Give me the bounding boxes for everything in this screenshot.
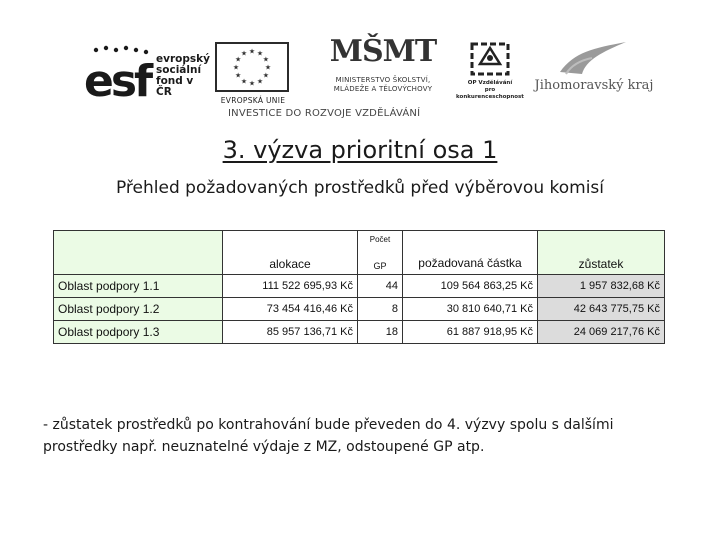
cell-remainder: 1 957 832,68 Kč xyxy=(538,275,665,298)
eu-star-icon: ★ xyxy=(232,63,240,72)
allocation-table xyxy=(53,230,665,344)
op-label xyxy=(450,80,530,101)
cell-area: Oblast podpory 1.3 xyxy=(54,321,223,344)
remainder-note xyxy=(43,414,683,458)
eu-star-icon: ★ xyxy=(248,79,256,88)
eu-star-icon: ★ xyxy=(240,49,248,58)
msmt-logo xyxy=(323,36,443,114)
eu-label: EVROPSKÁ UNIE xyxy=(220,96,286,105)
esf-logo xyxy=(82,42,210,102)
cell-allocation: 73 454 416,46 Kč xyxy=(223,298,358,321)
header-area xyxy=(54,231,223,275)
eu-star-icon: ★ xyxy=(248,47,256,56)
eu-star-icon: ★ xyxy=(262,71,270,80)
msmt-label xyxy=(323,76,443,94)
cell-allocation: 85 957 136,71 Kč xyxy=(223,321,358,344)
logo-banner xyxy=(78,34,654,128)
cell-allocation: 111 522 695,93 Kč xyxy=(223,275,358,298)
msmt-label-line: MLÁDEŽE A TĚLOVÝCHOVY xyxy=(333,85,433,93)
eu-star-icon: ★ xyxy=(262,55,270,64)
page-title: 3. výzva prioritní osa 1 xyxy=(222,136,498,164)
eu-star-icon: ★ xyxy=(264,63,272,72)
eu-star-icon: ★ xyxy=(240,77,248,86)
page-subtitle: Přehled požadovaných prostředků před výběrovou komisí xyxy=(115,178,605,198)
cell-requested: 61 887 918,95 Kč xyxy=(403,321,538,344)
esf-mark-icon xyxy=(82,42,154,102)
jmk-logo xyxy=(534,38,654,108)
cell-requested: 30 810 640,71 Kč xyxy=(403,298,538,321)
eu-flag-icon xyxy=(215,42,289,92)
op-education-icon xyxy=(468,40,512,78)
header-requested: požadovaná částka xyxy=(403,231,538,275)
cell-requested: 109 564 863,25 Kč xyxy=(403,275,538,298)
investment-slogan: INVESTICE DO ROZVOJE VZDĚLÁVÁNÍ xyxy=(228,108,421,119)
jmk-label: Jihomoravský kraj xyxy=(534,78,654,93)
table-row xyxy=(54,298,665,321)
cell-area: Oblast podpory 1.1 xyxy=(54,275,223,298)
eu-logo xyxy=(215,42,291,114)
cell-area: Oblast podpory 1.2 xyxy=(54,298,223,321)
cell-count: 8 xyxy=(358,298,403,321)
esf-text-line: sociální xyxy=(156,64,202,76)
eu-star-icon: ★ xyxy=(256,77,264,86)
op-logo xyxy=(450,36,530,112)
table-header-row xyxy=(54,231,665,275)
esf-text xyxy=(156,54,210,98)
esf-text-line: fond v ČR xyxy=(156,75,194,98)
header-count xyxy=(358,231,403,275)
op-label-line: pro konkurenceschopnost xyxy=(456,87,524,100)
jmk-swoosh-icon xyxy=(552,38,632,78)
header-remainder: zůstatek xyxy=(538,231,665,275)
table-row xyxy=(54,321,665,344)
note-line-2: prostředky např. neuznatelné výdaje z MZ, odstoupené GP atp. xyxy=(43,439,485,455)
cell-remainder: 42 643 775,75 Kč xyxy=(538,298,665,321)
table-row xyxy=(54,275,665,298)
op-label-line: OP Vzdělávání xyxy=(467,80,513,86)
header-allocation: alokace xyxy=(223,231,358,275)
eu-star-icon: ★ xyxy=(234,55,242,64)
eu-star-icon: ★ xyxy=(234,71,242,80)
note-line-1: - zůstatek prostředků po kontrahování bude převeden do 4. výzvy spolu s dalšími xyxy=(43,417,614,433)
esf-text-line: evropský xyxy=(156,53,210,65)
header-count-bottom: GP xyxy=(373,261,387,271)
header-count-top: Počet xyxy=(369,235,391,244)
msmt-label-line: MINISTERSTVO ŠKOLSTVÍ, xyxy=(335,76,431,84)
cell-count: 44 xyxy=(358,275,403,298)
cell-remainder: 24 069 217,76 Kč xyxy=(538,321,665,344)
msmt-wordmark: MŠMT xyxy=(329,34,437,69)
cell-count: 18 xyxy=(358,321,403,344)
svg-text:esf: esf xyxy=(84,56,151,102)
eu-star-icon: ★ xyxy=(256,49,264,58)
